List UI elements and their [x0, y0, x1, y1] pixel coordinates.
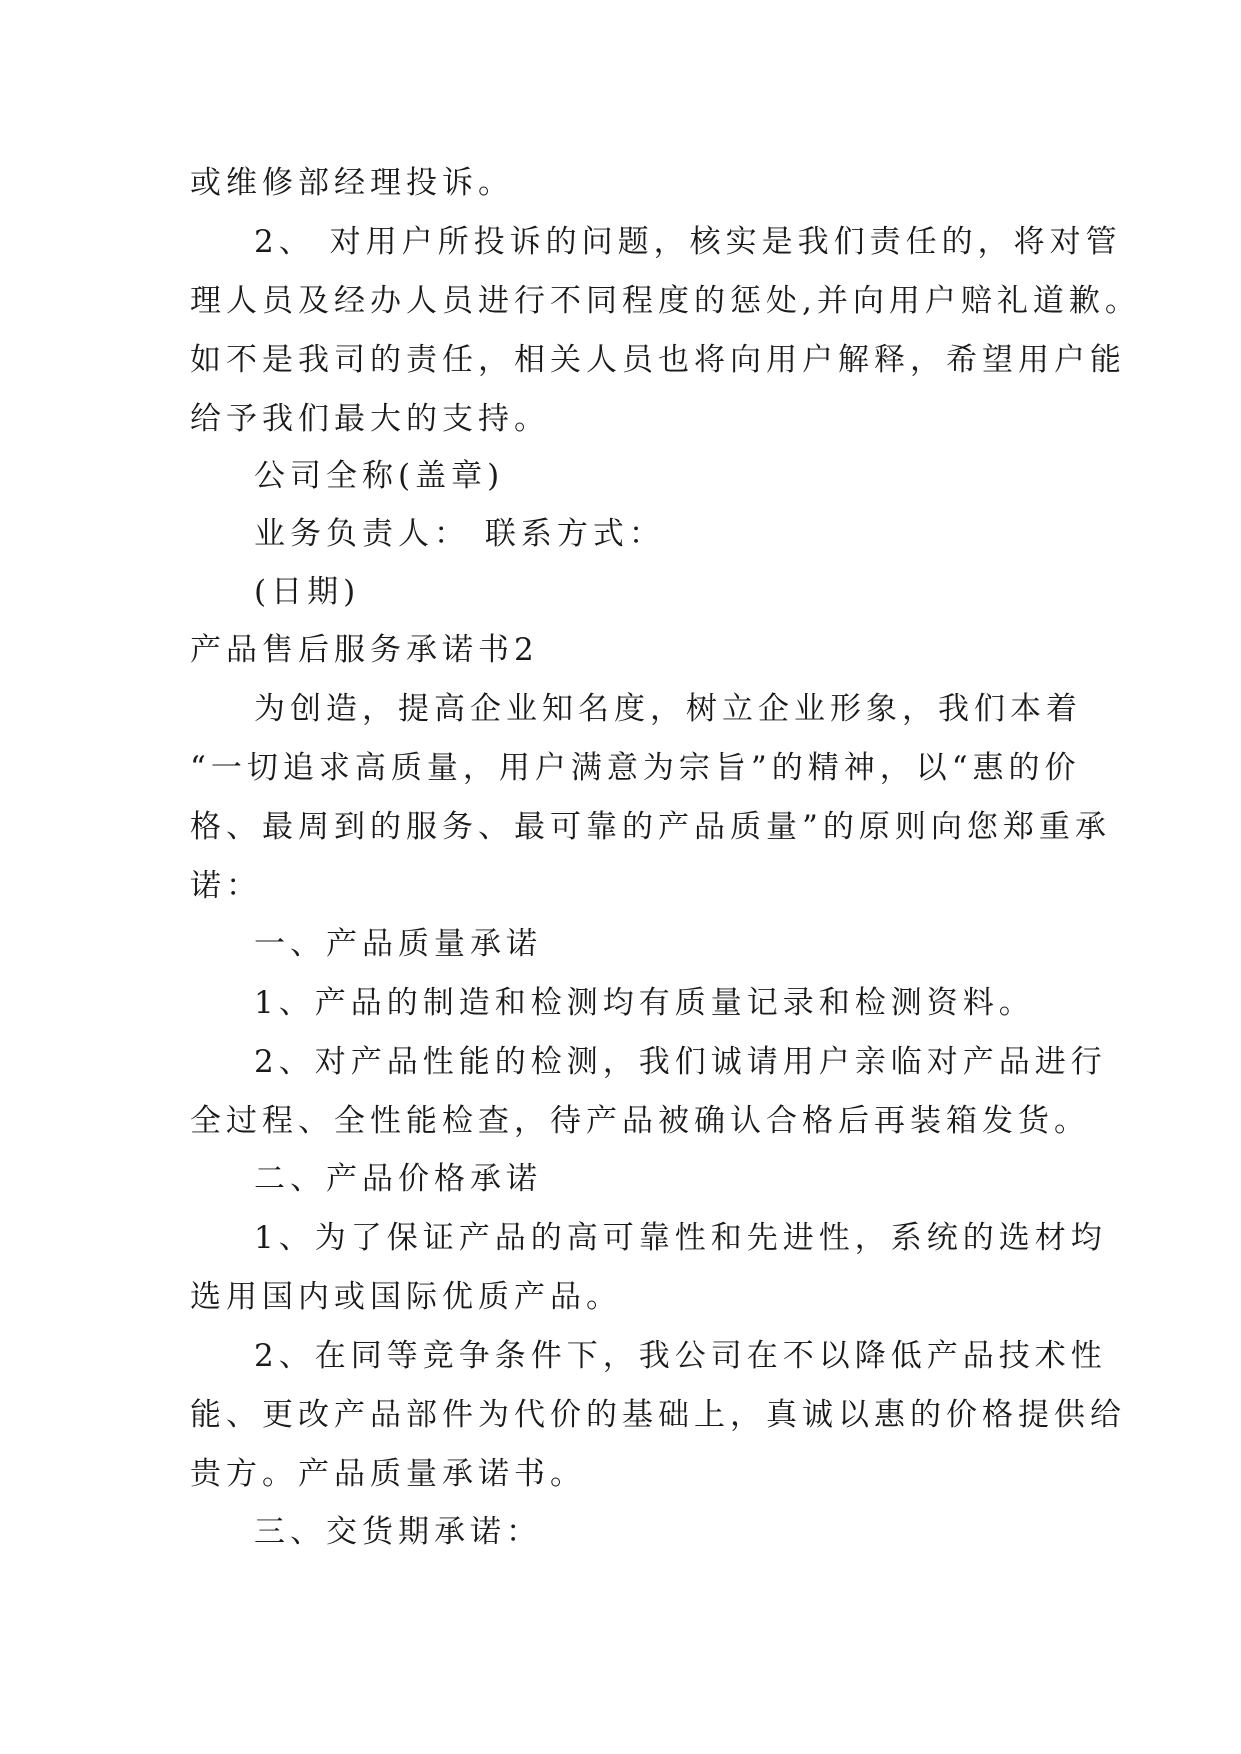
text-line: 格、最周到的服务、最可靠的产品质量”的原则向您郑重承: [190, 809, 1111, 845]
text-line: 贵方。产品质量承诺书。: [190, 1456, 586, 1492]
text-line: 2、对产品性能的检测，我们诚请用户亲临对产品进行: [254, 1044, 1107, 1080]
signature-date-line: (日期): [254, 574, 361, 610]
text-line: 诺：: [190, 868, 262, 904]
text-line: 能、更改产品部件为代价的基础上，真诚以惠的价格提供给: [190, 1397, 1126, 1433]
signature-company-line: 公司全称(盖章): [254, 458, 505, 494]
section-heading: 三、交货期承诺：: [254, 1514, 542, 1550]
text-line: 1、产品的制造和检测均有质量记录和检测资料。: [254, 985, 1035, 1021]
text-line: 给予我们最大的支持。: [190, 401, 550, 437]
text-line: 或维修部经理投诉。: [190, 165, 514, 201]
text-line: “一切追求高质量，用户满意为宗旨”的精神，以“惠的价: [190, 750, 1081, 786]
text-line: 2、在同等竞争条件下，我公司在不以降低产品技术性: [254, 1338, 1107, 1374]
text-line: 选用国内或国际优质产品。: [190, 1279, 622, 1315]
signature-contact-line: 业务负责人： 联系方式：: [254, 516, 665, 552]
section-heading: 二、产品价格承诺: [254, 1161, 542, 1197]
text-line: 如不是我司的责任，相关人员也将向用户解释，希望用户能: [190, 342, 1126, 378]
text-line: 全过程、全性能检查，待产品被确认合格后再装箱发货。: [190, 1103, 1090, 1139]
text-line: 为创造，提高企业知名度，树立企业形象，我们本着: [254, 691, 1082, 727]
section-title: 产品售后服务承诺书2: [190, 632, 539, 668]
text-line: 1、为了保证产品的高可靠性和先进性，系统的选材均: [254, 1220, 1107, 1256]
text-line: 2、 对用户所投诉的问题，核实是我们责任的，将对管: [254, 224, 1122, 260]
text-line: 理人员及经办人员进行不同程度的惩处,并向用户赔礼道歉。: [190, 283, 1141, 319]
section-heading: 一、产品质量承诺: [254, 926, 542, 962]
